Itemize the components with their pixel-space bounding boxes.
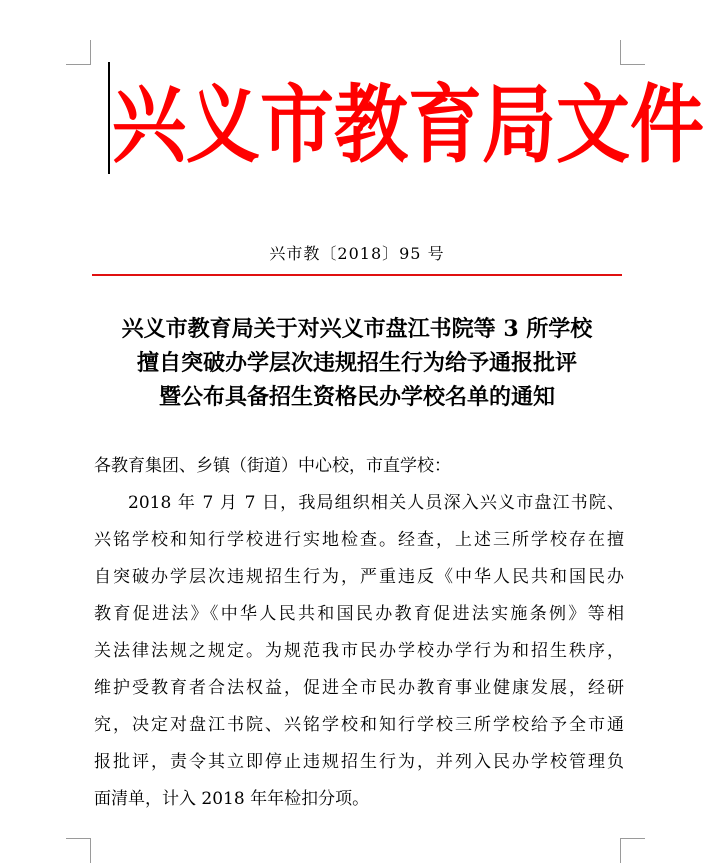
red-divider-line xyxy=(92,274,622,276)
body-line: 教育促进法》《中华人民共和国民办教育促进法实施条例》等相 xyxy=(94,604,624,624)
org-header-title: 兴义市教育局文件 xyxy=(112,76,704,176)
document-number: 兴市教〔2018〕95 号 xyxy=(269,244,445,263)
body-line: 自突破办学层次违规招生行为，严重违反《中华人民共和国民办 xyxy=(94,567,624,587)
body-line: 关法律法规之规定。为规范我市民办学校办学行为和招生秩序， xyxy=(94,641,624,661)
crop-mark-bottom-right xyxy=(620,838,645,863)
salutation: 各教育集团、乡镇（街道）中心校，市直学校： xyxy=(94,456,451,476)
text-cursor xyxy=(108,62,110,174)
notice-title-line: 暨公布具备招生资格民办学校名单的通知 xyxy=(158,384,555,410)
body-line: 究，决定对盘江书院、兴铭学校和知行学校三所学校给予全市通 xyxy=(94,715,624,735)
body-line: 报批评，责令其立即停止违规招生行为，并列入民办学校管理负 xyxy=(94,752,624,772)
notice-title xyxy=(0,312,714,414)
notice-title-line: 兴义市教育局关于对兴义市盘江书院等 3 所学校 xyxy=(121,316,593,342)
body-line: 面清单，计入 2018 年年检扣分项。 xyxy=(94,789,370,809)
notice-title-line: 擅自突破办学层次违规招生行为给予通报批评 xyxy=(136,350,577,376)
body-line: 兴铭学校和知行学校进行实地检查。经查，上述三所学校存在擅 xyxy=(94,530,624,550)
body-line: 维护受教育者合法权益，促进全市民办教育事业健康发展，经研 xyxy=(94,678,624,698)
crop-mark-top-left xyxy=(66,40,91,65)
body-line: 2018 年 7 月 7 日，我局组织相关人员深入兴义市盘江书院、 xyxy=(128,493,624,513)
crop-mark-bottom-left xyxy=(66,838,91,863)
